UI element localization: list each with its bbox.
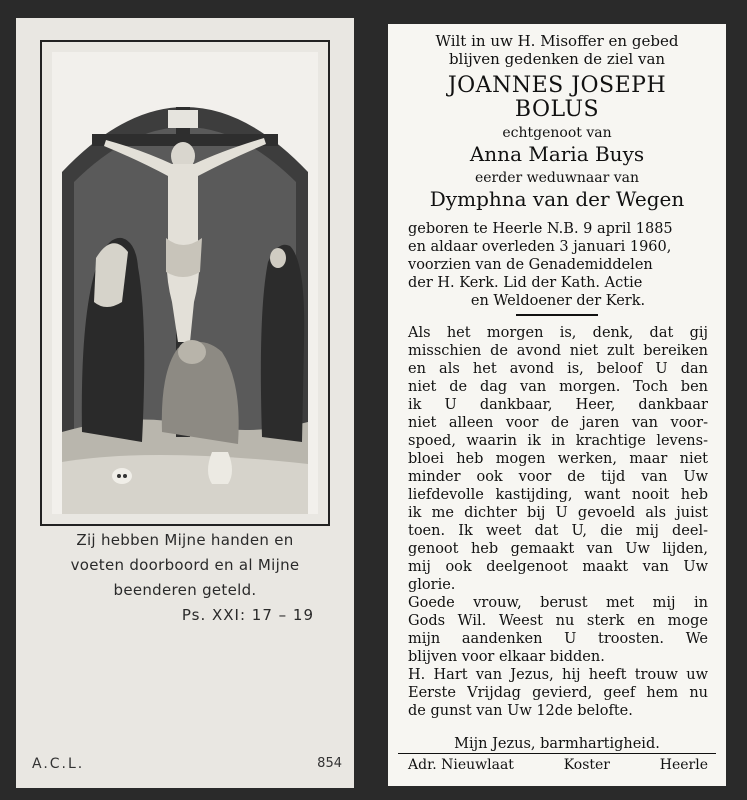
verse-line: beenderen geteld. [113, 581, 257, 599]
prayer-line: niet alleen voor de jaren van voor- [408, 415, 708, 431]
footer-role: Koster [563, 757, 610, 773]
prayer-line: mij ook deelgenoot maakt van Uw [408, 559, 708, 575]
prayer-line: de gunst van Uw 12de belofte. [408, 703, 633, 719]
prayer-text [408, 324, 708, 720]
prayer-line: en als het avond is, beloof U dan [408, 361, 708, 377]
prayer-line: niet de dag van morgen. Toch ben [408, 379, 708, 395]
bio-line: en Weldoener der Kerk. [470, 293, 646, 309]
prayer-line: ik U dankbaar, Heer, dankbaar [408, 397, 708, 413]
footer-printer: Adr. Nieuwlaat [408, 757, 514, 773]
divider [516, 314, 598, 316]
prayer-line: Goede vrouw, berust met mij in [408, 595, 708, 611]
footer [408, 757, 708, 773]
card-number: 854 [317, 756, 342, 771]
prayer-line: glorie. [408, 577, 456, 593]
first-wife-name: Dymphna van der Wegen [429, 187, 685, 211]
prayer-line: spoed, waarin ik in krachtige levens- [408, 433, 708, 449]
deceased-surname: BOLUS [514, 97, 600, 122]
prayer-line: blijven voor elkaar bidden. [408, 649, 605, 665]
spouse-lead: echtgenoot van [502, 125, 612, 141]
bio-line: geboren te Heerle N.B. 9 april 1885 [408, 221, 673, 237]
prayer-line: genoot heb gemaakt van Uw lijden, [408, 541, 708, 557]
crucifixion-illustration [52, 52, 318, 514]
prayer-line: toen. Ik weet dat U, die mij deel- [408, 523, 708, 539]
verse-line: voeten doorboord en al Mijne [70, 556, 300, 574]
closing-prayer: Mijn Jezus, barmhartigheid. [454, 736, 660, 752]
prayer-line: misschien de avond niet zult bereiken [408, 343, 708, 359]
scripture-verse [16, 528, 354, 628]
prayer-line: minder ook voor de tijd van Uw [408, 469, 708, 485]
biography [408, 220, 708, 310]
printer-mark: A.C.L. [32, 756, 85, 772]
prayer-line: H. Hart van Jezus, hij heeft trouw uw [408, 667, 708, 683]
intro-line: Wilt in uw H. Misoffer en gebed [435, 32, 679, 50]
prayer-line: Eerste Vrijdag gevierd, geef hem nu [408, 685, 708, 701]
prayer-card-front [16, 18, 354, 788]
spouse-name: Anna Maria Buys [469, 142, 645, 166]
picture-frame [40, 40, 330, 526]
intro-line: blijven gedenken de ziel van [448, 50, 666, 68]
prayer-line: mijn aandenken U troosten. We [408, 631, 708, 647]
footer-divider [398, 753, 716, 754]
prayer-line: liefdevolle kastijding, want nooit heb [408, 487, 708, 503]
prayer-line: Gods Wil. Weest nu sterk en moge [408, 613, 708, 629]
bio-line: voorzien van de Genademiddelen [408, 257, 653, 273]
verse-reference: Ps. XXI: 17 – 19 [181, 606, 314, 624]
prayer-line: ik me dichter bij U gevoeld als juist [408, 505, 708, 521]
prayer-line: bloei heb mogen werken, maar niet [408, 451, 708, 467]
widower-lead: eerder weduwnaar van [474, 170, 639, 186]
bio-line: der H. Kerk. Lid der Kath. Actie [408, 275, 643, 291]
bio-line: en aldaar overleden 3 januari 1960, [408, 239, 672, 255]
crucifixion-image [52, 52, 318, 514]
deceased-name: JOANNES JOSEPH [447, 73, 667, 98]
prayer-card-back [388, 24, 726, 786]
verse-line: Zij hebben Mijne handen en [76, 531, 294, 549]
footer-place: Heerle [659, 757, 708, 773]
prayer-line: Als het morgen is, denk, dat gij [408, 325, 708, 341]
